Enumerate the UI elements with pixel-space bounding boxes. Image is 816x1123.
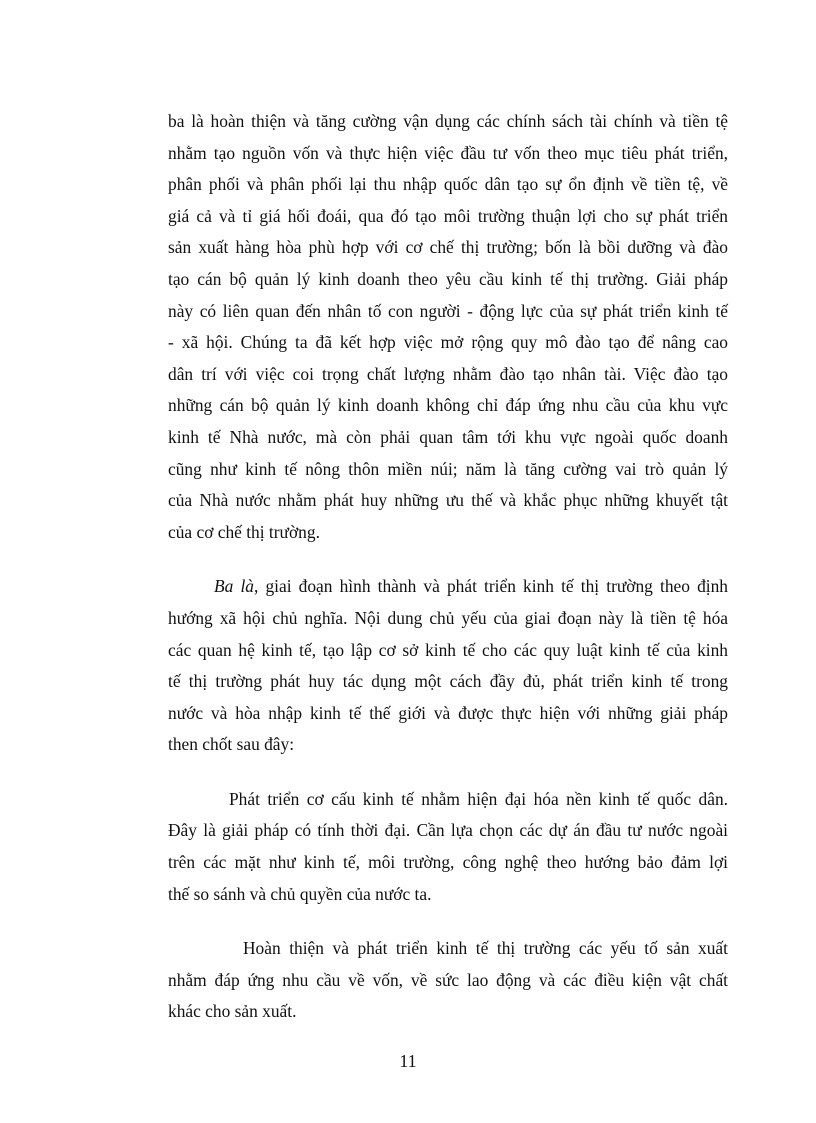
text-line: của Nhà nước nhằm phát huy những ưu thế và khắc phục những khuyết tật [168, 490, 728, 511]
text-line: then chốt sau đây: [168, 734, 295, 755]
text-line: thế so sánh và chủ quyền của nước ta. [168, 883, 432, 904]
text-line: những cán bộ quản lý kinh doanh không chỉ đáp ứng nhu cầu của khu vực [168, 395, 728, 416]
text-line: tế thị trường phát huy tác dụng một cách đầy đủ, phát triển kinh tế trong [168, 671, 728, 692]
body-text [168, 106, 728, 1028]
lead-rest: , giai đoạn hình thành và phát triển kinh tế thị trường theo định [253, 576, 728, 597]
text-line: kinh tế Nhà nước, mà còn phải quan tâm tới khu vực ngoài quốc doanh [168, 426, 728, 447]
text-line: giá cả và tỉ giá hối đoái, qua đó tạo môi trường thuận lợi cho sự phát triển [168, 205, 728, 226]
text-line: - xã hội. Chúng ta đã kết hợp việc mở rộng quy mô đào tạo để nâng cao [168, 332, 728, 353]
text-line: nhằm đáp ứng nhu cầu về vốn, về sức lao động và các điều kiện vật chất [168, 969, 728, 990]
text-line-first [168, 571, 728, 603]
text-line: các quan hệ kinh tế, tạo lập cơ sở kinh tế cho các quy luật kinh tế của kinh [168, 639, 728, 660]
text-line: hướng xã hội chủ nghĩa. Nội dung chủ yếu của giai đoạn này là tiền tệ hóa [168, 607, 728, 628]
text-line: này có liên quan đến nhân tố con người - động lực của sự phát triển kinh tế [168, 300, 728, 321]
paragraph-3 [168, 784, 728, 910]
text-line: khác cho sản xuất. [168, 1001, 297, 1022]
text-line: phân phối và phân phối lại thu nhập quốc dân tạo sự ổn định về tiền tệ, về [168, 174, 728, 195]
text-line: tạo cán bộ quản lý kinh doanh theo yêu cầu kinh tế thị trường. Giải pháp [168, 268, 728, 289]
text-line: nước và hòa nhập kinh tế thế giới và được thực hiện với những giải pháp [168, 702, 728, 723]
text-line: của cơ chế thị trường. [168, 521, 320, 542]
text-line: trên các mặt như kinh tế, môi trường, công nghệ theo hướng bảo đảm lợi [168, 852, 728, 873]
text-line: dân trí với việc coi trọng chất lượng nhằm đào tạo nhân tài. Việc đào tạo [168, 363, 728, 384]
text-line: Phát triển cơ cấu kinh tế nhằm hiện đại hóa nền kinh tế quốc dân. [229, 788, 728, 809]
paragraph-4 [168, 933, 728, 1028]
italic-lead: Ba là [214, 576, 254, 597]
text-line: Đây là giải pháp có tính thời đại. Cần lựa chọn các dự án đầu tư nước ngoài [168, 820, 728, 841]
paragraph-1 [168, 106, 728, 548]
text-line: cũng như kinh tế nông thôn miền núi; năm là tăng cường vai trò quản lý [168, 458, 728, 479]
page-number: 11 [399, 1051, 417, 1071]
text-line: Hoàn thiện và phát triển kinh tế thị trường các yếu tố sản xuất [243, 938, 728, 959]
text-line: ba là hoàn thiện và tăng cường vận dụng các chính sách tài chính và tiền tệ [168, 111, 728, 131]
paragraph-2 [168, 571, 728, 761]
text-line: nhằm tạo nguồn vốn và thực hiện việc đầu tư vốn theo mục tiêu phát triển, [168, 142, 728, 163]
text-line: sản xuất hàng hòa phù hợp với cơ chế thị trường; bốn là bồi dưỡng và đào [168, 237, 728, 258]
